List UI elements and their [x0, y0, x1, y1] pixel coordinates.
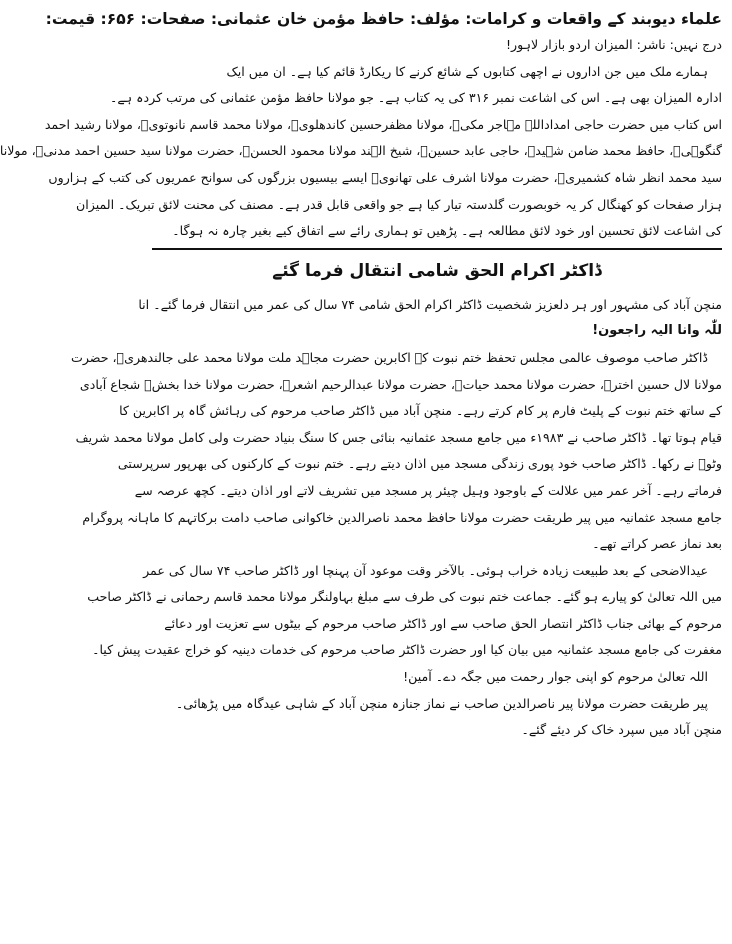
section-divider	[152, 248, 722, 250]
obituary-paragraph-2	[70, 345, 722, 558]
obituary-line: منچن آباد میں سپرد خاک کر دیئے گئے۔	[521, 722, 722, 738]
review-line: ہزار صفحات کو کھنگال کر یہ خوبصورت گلدستہ تیار کیا ہے جو واقعی قابل قدر ہے۔ مصنف کی محنت لائق تبریک۔ المیزان	[76, 196, 722, 212]
review-line: اس کتاب میں حضرت حاجی امداداللہ مہاجر مکیؒ، مولانا مظفرحسین کاندھلویؒ، مولانا محمد قاسم نانوتویؒ، مولانا رشید احمد	[44, 116, 722, 132]
obituary-title: ڈاکٹر اکرام الحق شامی انتقال فرما گئے	[272, 260, 602, 281]
review-line: گنگوہیؒ، حافظ محمد ضامن شہیدؒ، حاجی عابد حسینؒ، شیخ الہند مولانا محمود الحسنؒ، حضرت مولانا سید حسین احمد مدنیؒ، مولانا	[0, 143, 722, 159]
obituary-line: عیدالاضحی کے بعد طبیعت زیادہ خراب ہوئی۔ بالآخر وقت موعود آن پہنچا اور ڈاکٹر صاحب ۷۴ سال کی عمر	[143, 562, 708, 578]
obituary-line: پیر طریقت حضرت مولانا پیر ناصرالدین صاحب نے نماز جنازہ منچن آباد کے شاہی عیدگاہ میں پڑھائی۔	[175, 695, 708, 711]
obituary-line: مرحوم کے بھائی جناب ڈاکٹر انتصار الحق صاحب سے اور ڈاکٹر صاحب مرحوم کے بیٹوں سے تعزیت اور دعائے	[164, 615, 722, 631]
review-line: کی اشاعت لائق تحسین اور خود لائق مطالعہ ہے۔ پڑھیں تو ہماری رائے سے اتفاق کیے بغیر چارہ نہ ہوگا۔	[172, 223, 722, 239]
review-line: ادارہ المیزان بھی ہے۔ اس کی اشاعت نمبر ۳۱۶ کی یہ کتاب ہے۔ جو مولانا حافظ مؤمن عثمانی کی مرتب کردہ ہے۔	[110, 90, 722, 106]
review-header: علماء دیوبند کے واقعات و کرامات: مؤلف: حافظ مؤمن خان عثمانی: صفحات: ۶۵۶: قیمت:	[45, 10, 722, 28]
obituary-line: ڈاکٹر صاحب موصوف عالمی مجلس تحفظ ختم نبوت کے اکابرین حضرت مجاہد ملت مولانا محمد علی جالندھریؒ، حضرت	[70, 349, 708, 365]
obituary-line: مولانا لال حسین اخترؒ، حضرت مولانا محمد حیاتؒ، حضرت مولانا عبدالرحیم اشعرؒ، حضرت مولانا خدا بخشؒ شجاع آبادی	[79, 376, 722, 392]
review-body	[0, 32, 722, 245]
review-line: سید محمد انظر شاہ کشمیریؒ، حضرت مولانا اشرف علی تھانویؒ ایسے بیسیوں بزرگوں کی سوانح عمریوں کی کتب کے ہزاروں	[48, 169, 722, 185]
obituary-paragraph-1	[138, 292, 722, 345]
obituary-line: فرماتے رہے۔ آخر عمر میں علالت کے باوجود وہیل چیئر پر مسجد میں تشریف لاتے اور اذان دیتے۔ کچھ عرصہ سے	[134, 482, 722, 498]
obituary-line: بعد نماز عصر کراتے تھے۔	[592, 536, 722, 552]
obituary-paragraph-4	[152, 691, 722, 744]
obituary-line: وٹوؒ نے رکھا۔ ڈاکٹر صاحب خود پوری زندگی مسجد میں اذان دیتے رہے۔ ختم نبوت کے کارکنوں کی بھرپور سرپرستی	[117, 456, 722, 472]
obituary-paragraph-3	[87, 558, 722, 691]
review-line: درج نہیں: ناشر: المیزان اردو بازار لاہور!	[505, 37, 722, 52]
obituary-line: للّٰہ وانا الیہ راجعون!	[592, 323, 722, 339]
obituary-line: قیام ہوتا تھا۔ ڈاکٹر صاحب نے ۱۹۸۳ء میں جامع مسجد عثمانیہ بنائی جس کا سنگ بنیاد حضرت ولی کامل مولانا محمد شریف	[75, 429, 722, 445]
obituary-line: مغفرت کی جامع مسجد عثمانیہ میں بیان کیا اور حضرت ڈاکٹر صاحب مرحوم کی خدمات دینیہ کو خراج عقیدت پیش کیا۔	[92, 642, 722, 658]
obituary-line: اللہ تعالیٰ مرحوم کو اپنی جوار رحمت میں جگہ دے۔ آمین!	[403, 669, 708, 685]
obituary-line: جامع مسجد عثمانیہ میں پیر طریقت حضرت مولانا حافظ محمد ناصرالدین خاکوانی صاحب دامت برکاتہم کا ماہانہ پروگرام	[82, 509, 722, 525]
review-line: ہمارے ملک میں جن اداروں نے اچھی کتابوں کے شائع کرنے کا ریکارڈ قائم کیا ہے۔ ان میں ایک	[226, 63, 708, 79]
obituary-line: منچن آباد کی مشہور اور ہر دلعزیز شخصیت ڈاکٹر اکرام الحق شامی ۷۴ سال کی عمر میں انتقال فرما گئے۔ انا	[138, 296, 722, 312]
obituary-line: کے ساتھ ختم نبوت کے پلیٹ فارم پر کام کرتے رہے۔ منچن آباد میں ڈاکٹر صاحب مرحوم کی رہائش گاہ پر اکابرین کا	[119, 403, 722, 419]
obituary-line: میں اللہ تعالیٰ کو پیارے ہو گئے۔ جماعت ختم نبوت کی طرف سے مبلغ بہاولنگر مولانا محمد قاسم رحمانی نے ڈاکٹر صاحب	[87, 589, 722, 605]
